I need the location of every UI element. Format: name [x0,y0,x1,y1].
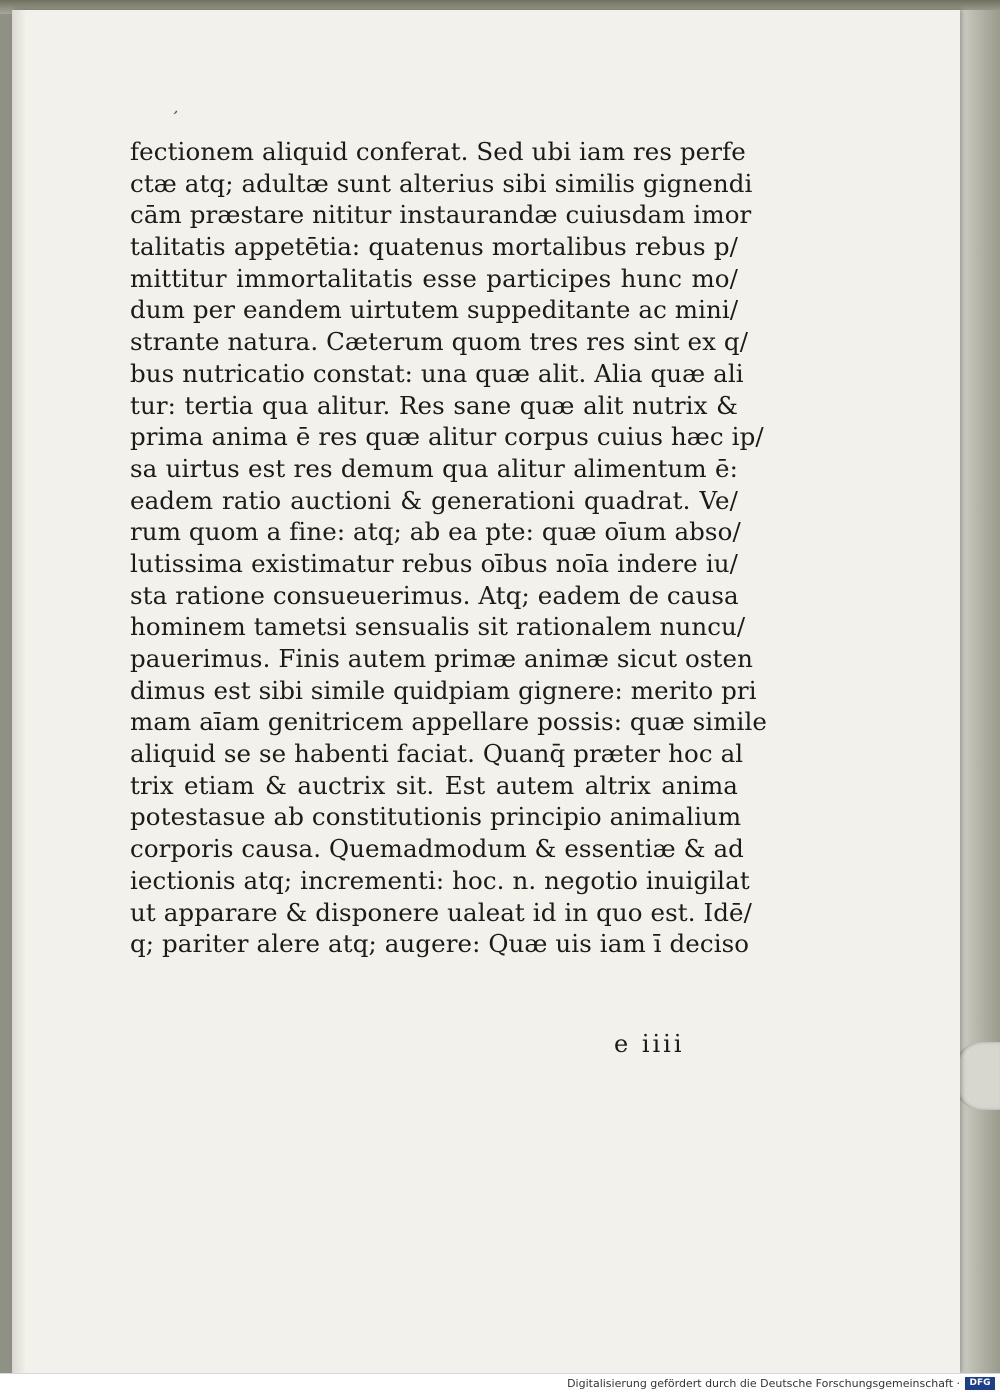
text-line: iectionis atq; incrementi: hoc. n. negotio inuigilat [130,865,750,895]
text-line: q; pariter alere atq; augere: Quæ uis iam ī deciso [130,929,750,959]
text-line: sta ratione consueuerimus. Atq; eadem de causa [130,580,739,610]
text-line: strante natura. Cæterum quom tres res sint ex q/ [130,327,749,357]
signature-mark: e iiii [614,1030,685,1058]
text-line: talitatis appetētia: quatenus mortalibus rebus p/ [130,232,738,262]
page-text-block [130,136,768,960]
thumb-tab [955,1042,1000,1110]
page-stack-edge [960,10,1000,1373]
text-line: ctæ atq; adultæ sunt alterius sibi similis gignendi [130,168,753,198]
text-line: dum per eandem uirtutem suppeditante ac mini/ [130,295,739,325]
text-line: mittitur immortalitatis esse participes hunc mo/ [130,263,738,293]
text-line: cām præstare nititur instaurandæ cuiusdam imor [130,200,752,230]
text-line: fectionem aliquid conferat. Sed ubi iam res perfe [130,137,746,166]
text-line: ut apparare & disponere ualeat id in quo est. Idē/ [130,897,752,927]
text-line: rum quom a fine: atq; ab ea pte: quæ oīum abso/ [130,517,741,547]
text-line: sa uirtus est res demum qua alitur alimentum ē: [130,453,738,483]
text-line: dimus est sibi simile quidpiam gignere: merito pri [130,675,757,705]
text-line: mam aīam genitricem appellare possis: quæ simile [130,707,768,737]
text-line: lutissima existimatur rebus oībus noīa indere iu/ [130,548,738,578]
text-line: aliquid se se habenti faciat. Quanq̄ præter hoc al [130,739,744,769]
text-line: prima anima ē res quæ alitur corpus cuius hæc ip/ [130,422,764,452]
text-line: potestasue ab constitutionis principio animalium [130,802,742,832]
text-line: hominem tametsi sensualis sit rationalem nuncu/ [130,612,746,642]
gutter-shadow [12,10,26,1373]
text-line: pauerimus. Finis autem primæ animæ sicut osten [130,644,753,673]
ink-speck: ʼ [167,106,180,127]
funding-notice: Digitalisierung gefördert durch die Deutsche Forschungsgemeinschaft · [567,1377,960,1390]
text-line: tur: tertia qua alitur. Res sane quæ alit nutrix & [130,390,738,420]
text-line: bus nutricatio constat: una quæ alit. Alia quæ ali [130,358,744,388]
footer-bar [0,1373,1000,1394]
text-line: trix etiam & auctrix sit. Est autem altrix anima [130,770,738,800]
text-line: corporis causa. Quemadmodum & essentiæ & ad [130,834,744,864]
text-line: eadem ratio auctioni & generationi quadrat. Ve/ [130,485,738,515]
dfg-logo: DFG [965,1377,995,1390]
